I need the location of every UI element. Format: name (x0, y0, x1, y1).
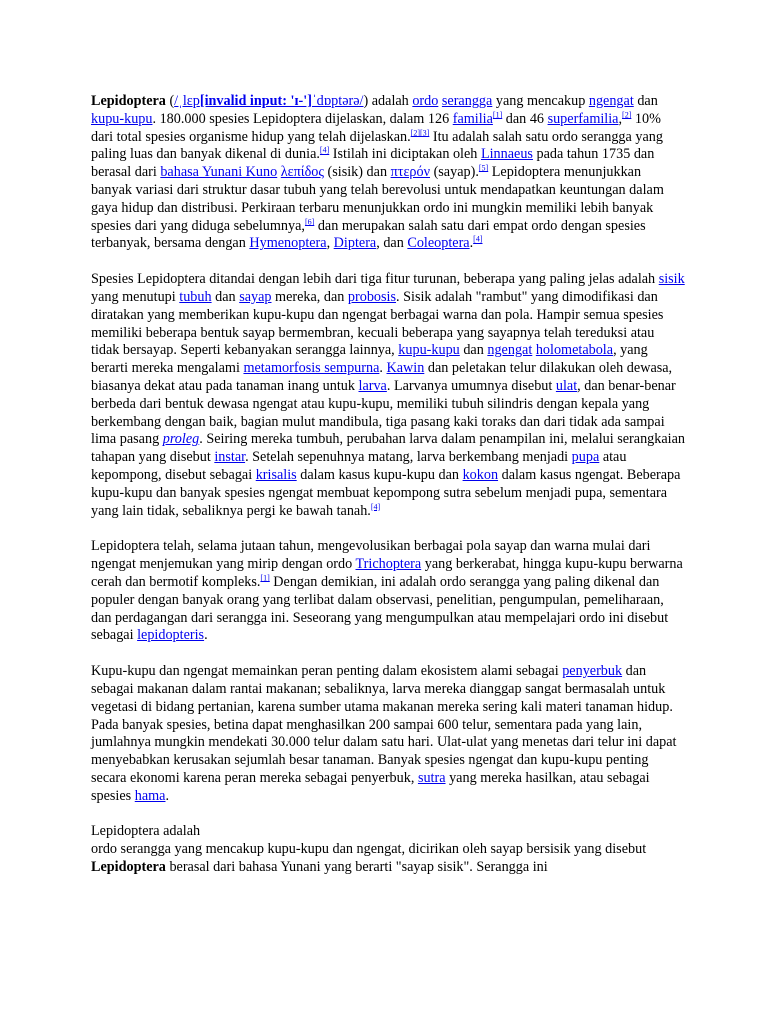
text-run: . (204, 627, 208, 644)
inline-link[interactable]: pupa (571, 449, 600, 466)
inline-link[interactable]: kupu-kupu (398, 342, 460, 359)
citation (622, 110, 631, 119)
citation (473, 235, 482, 244)
citation (493, 110, 502, 119)
inline-link[interactable]: superfamilia (547, 110, 619, 127)
bold-term: Lepidoptera (91, 859, 166, 876)
text-run: pada tahun 1735 dan berasal dari (91, 146, 655, 181)
citation (479, 163, 488, 172)
inline-link[interactable]: probosis (347, 288, 397, 305)
citation (260, 573, 269, 582)
inline-link[interactable]: sutra (417, 769, 446, 786)
paragraph-definition (91, 841, 685, 877)
inline-link[interactable]: ˈdɒptərə/ (311, 93, 364, 109)
inline-link[interactable]: tubuh (179, 288, 212, 305)
text-run: Itu adalah salah satu ordo serangga yang paling luas dan banyak dikenal di dunia. (91, 128, 663, 163)
paragraph-features (91, 271, 685, 520)
inline-link[interactable]: ngengat (487, 342, 533, 359)
text-run: Lepidoptera telah, selama jutaan tahun, mengevolusikan berbagai pola sayap dan warna mulai dari ngengat menjemukan yang mirip dengan ordo (91, 538, 651, 573)
document-body (91, 93, 685, 877)
text-run: dan sebagai makanan dalam rantai makanan; sebaliknya, larva mereka dianggap sangat bermasalah untuk vegetasi di bidang pertanian, karena sumber utama makanan mereka sering kali materi tanaman hidup. Pada banyak spesies, betina dapat menghasilkan 200 sampai 600 telur, sementara pada yang lain, jumlahnya mungkin mendekati 30.000 telur dalam satu hari. Ulat-ulat yang menetas dari telur ini dapat menyebabkan kerusakan sejumlah besar tanaman. Banyak spesies ngengat dan kupu-kupu penting secara ekonomi karena peran mereka sebagai penyerbuk, (91, 663, 677, 786)
inline-link[interactable]: Kawin (386, 360, 425, 377)
inline-link[interactable]: holometabola (535, 342, 614, 359)
text-run: yang menutupi (91, 288, 180, 305)
reference-link[interactable]: [4] (370, 501, 381, 511)
inline-link[interactable]: sisik (658, 271, 685, 288)
inline-link[interactable]: Trichoptera (355, 556, 422, 573)
text-run: dan (211, 288, 240, 305)
citation (320, 146, 329, 155)
inline-link[interactable]: Hymenoptera (249, 235, 327, 252)
text-run: ( (165, 93, 175, 109)
text-run: . (165, 787, 170, 804)
text-run: . (469, 235, 474, 252)
citation (411, 128, 430, 137)
reference-link[interactable]: [6] (304, 216, 315, 226)
inline-link[interactable]: πτερόν (390, 164, 431, 181)
paragraph-definition-heading (91, 823, 685, 841)
text-run: dalam kasus ngengat. Beberapa kupu-kupu dan banyak spesies ngengat membuat kepompong sutra sebelum menjadi pupa, sementara yang lain tidak, sebaliknya pergi ke bawah tanah. (91, 466, 681, 519)
inline-link[interactable]: proleg (162, 431, 200, 448)
text-run: , (618, 110, 623, 127)
inline-link[interactable]: sayap (239, 288, 272, 305)
text-run: mereka, dan (271, 288, 348, 305)
inline-link[interactable]: hama (134, 787, 166, 804)
text-run: yang berkerabat, hingga kupu-kupu berwarna cerah dan bermotif kompleks. (91, 556, 683, 590)
inline-link[interactable]: lepidopteris (137, 627, 205, 644)
text-run: dan (633, 93, 658, 109)
inline-link[interactable]: ngengat (588, 93, 634, 109)
inline-link[interactable]: [invalid input: 'ɪ-'] (199, 93, 312, 109)
text-run: dan merupakan salah satu dari empat ordo dengan spesies terbanyak, bersama dengan (91, 217, 646, 252)
paragraph-evolution (91, 538, 685, 645)
text-run: , yang berarti mereka mengalami (91, 342, 648, 377)
inline-link[interactable]: Coleoptera (407, 235, 470, 252)
citation (371, 502, 380, 511)
text-run: Istilah ini diciptakan oleh (329, 146, 481, 163)
inline-link[interactable]: λεπίδος (280, 164, 324, 181)
text-run: . Setelah sepenuhnya matang, larva berkembang menjadi (245, 449, 572, 466)
text-run: Lepidoptera menunjukkan banyak variasi dari struktur dasar tubuh yang telah berevolusi untuk mendapatkan keuntungan dalam gaya hidup dan distribusi. Perkiraan terbaru menunjukkan ordo ini mungkin memiliki lebih banyak spesies dari yang diduga sebelumnya, (91, 164, 664, 234)
text-run: , dan benar-benar berbeda dari bentuk dewasa ngengat atau kupu-kupu, memiliki tubuh silindris dengan kepala yang berkembang dengan baik, bagian mulut mandibula, tiga pasang kaki toraks dan dari tidak ada sampai lima pasang (91, 377, 676, 448)
text-run: (sayap). (430, 164, 479, 181)
text-run: , (326, 235, 334, 252)
paragraph-ecology (91, 663, 685, 805)
text-run: , dan (376, 235, 408, 252)
text-run: (sisik) dan (323, 164, 391, 181)
inline-link[interactable]: Linnaeus (480, 146, 533, 163)
paragraph-intro (91, 93, 685, 253)
reference-link[interactable]: [5] (478, 163, 489, 173)
inline-link[interactable]: ulat (555, 377, 578, 394)
inline-link[interactable]: kupu-kupu (91, 110, 153, 127)
text-run: atau kepompong, disebut sebagai (91, 449, 627, 483)
text-run: yang mencakup (492, 93, 589, 109)
inline-link[interactable]: bahasa Yunani Kuno (160, 164, 278, 181)
reference-link[interactable]: [1] (260, 573, 270, 583)
text-run: 10% dari total spesies organisme hidup yang telah dijelaskan. (91, 110, 661, 145)
text-run: . Larvanya umumnya disebut (386, 377, 556, 394)
inline-link[interactable]: instar (214, 449, 246, 466)
inline-link[interactable]: Diptera (333, 235, 377, 252)
reference-link[interactable]: [4] (319, 145, 330, 155)
inline-link[interactable]: larva (358, 377, 387, 394)
reference-link[interactable]: [2][3] (410, 127, 430, 137)
text-run: Lepidoptera adalah (91, 823, 201, 840)
inline-link[interactable]: familia (452, 110, 493, 127)
inline-link[interactable]: serangga (441, 93, 493, 109)
text-run: . Seiring mereka tumbuh, perubahan larva dalam penampilan ini, melalui serangkaian tahapan yang disebut (91, 431, 685, 466)
text-run: dalam kasus kupu-kupu dan (296, 466, 463, 483)
inline-link[interactable]: krisalis (255, 466, 297, 483)
text-run: Kupu-kupu dan ngengat memainkan peran penting dalam ekosistem alami sebagai (91, 663, 563, 680)
citation (305, 217, 314, 226)
text-run: . (379, 360, 387, 377)
text-run: dan 46 (502, 110, 548, 127)
text-run: Spesies Lepidoptera ditandai dengan lebih dari tiga fitur turunan, beberapa yang paling jelas adalah (91, 271, 659, 288)
inline-link[interactable]: penyerbuk (562, 663, 623, 680)
inline-link[interactable]: kokon (462, 466, 499, 483)
text-run: . 180.000 spesies Lepidoptera dijelaskan, dalam 126 (152, 110, 453, 127)
inline-link[interactable]: metamorfosis sempurna (243, 360, 380, 377)
inline-link[interactable]: /ˌlɛp (174, 93, 200, 109)
reference-link[interactable]: [1] (492, 110, 503, 120)
reference-link[interactable]: [2] (622, 110, 632, 120)
text-run: yang mereka hasilkan, atau sebagai spesies (91, 769, 650, 804)
bold-term: Lepidoptera (91, 93, 166, 109)
text-run: berasal dari bahasa Yunani yang berarti "sayap sisik". Serangga ini (165, 859, 548, 876)
inline-link[interactable]: ordo (412, 93, 439, 109)
reference-link[interactable]: [4] (473, 234, 483, 244)
text-run: . Sisik adalah "rambut" yang dimodifikasi dan diratakan yang memberikan kupu-kupu dan ngengat berbagai warna dan pola. Hampir semua spesies memiliki beberapa bentuk sayap bermembran, kecuali beberapa yang sayapnya telah tereduksi atau tidak bersayap. Seperti kebanyakan serangga lainnya, (91, 288, 664, 359)
text-run: dan peletakan telur dilakukan oleh dewasa, biasanya dekat atau pada tanaman inang untuk (91, 360, 673, 394)
text-run: dan (459, 342, 488, 359)
text-run: ordo serangga yang mencakup kupu-kupu dan ngengat, dicirikan oleh sayap bersisik yang disebut (91, 841, 647, 858)
text-run: Dengan demikian, ini adalah ordo serangga yang paling dikenal dan populer dengan banyak orang yang terlibat dalam observasi, penelitian, pengumpulan, pemeliharaan, dan perdagangan dari serangga ini. Seseorang yang mengumpulkan atau mempelajari ordo ini disebut sebagai (91, 573, 669, 644)
text-run: ) adalah (363, 93, 413, 109)
